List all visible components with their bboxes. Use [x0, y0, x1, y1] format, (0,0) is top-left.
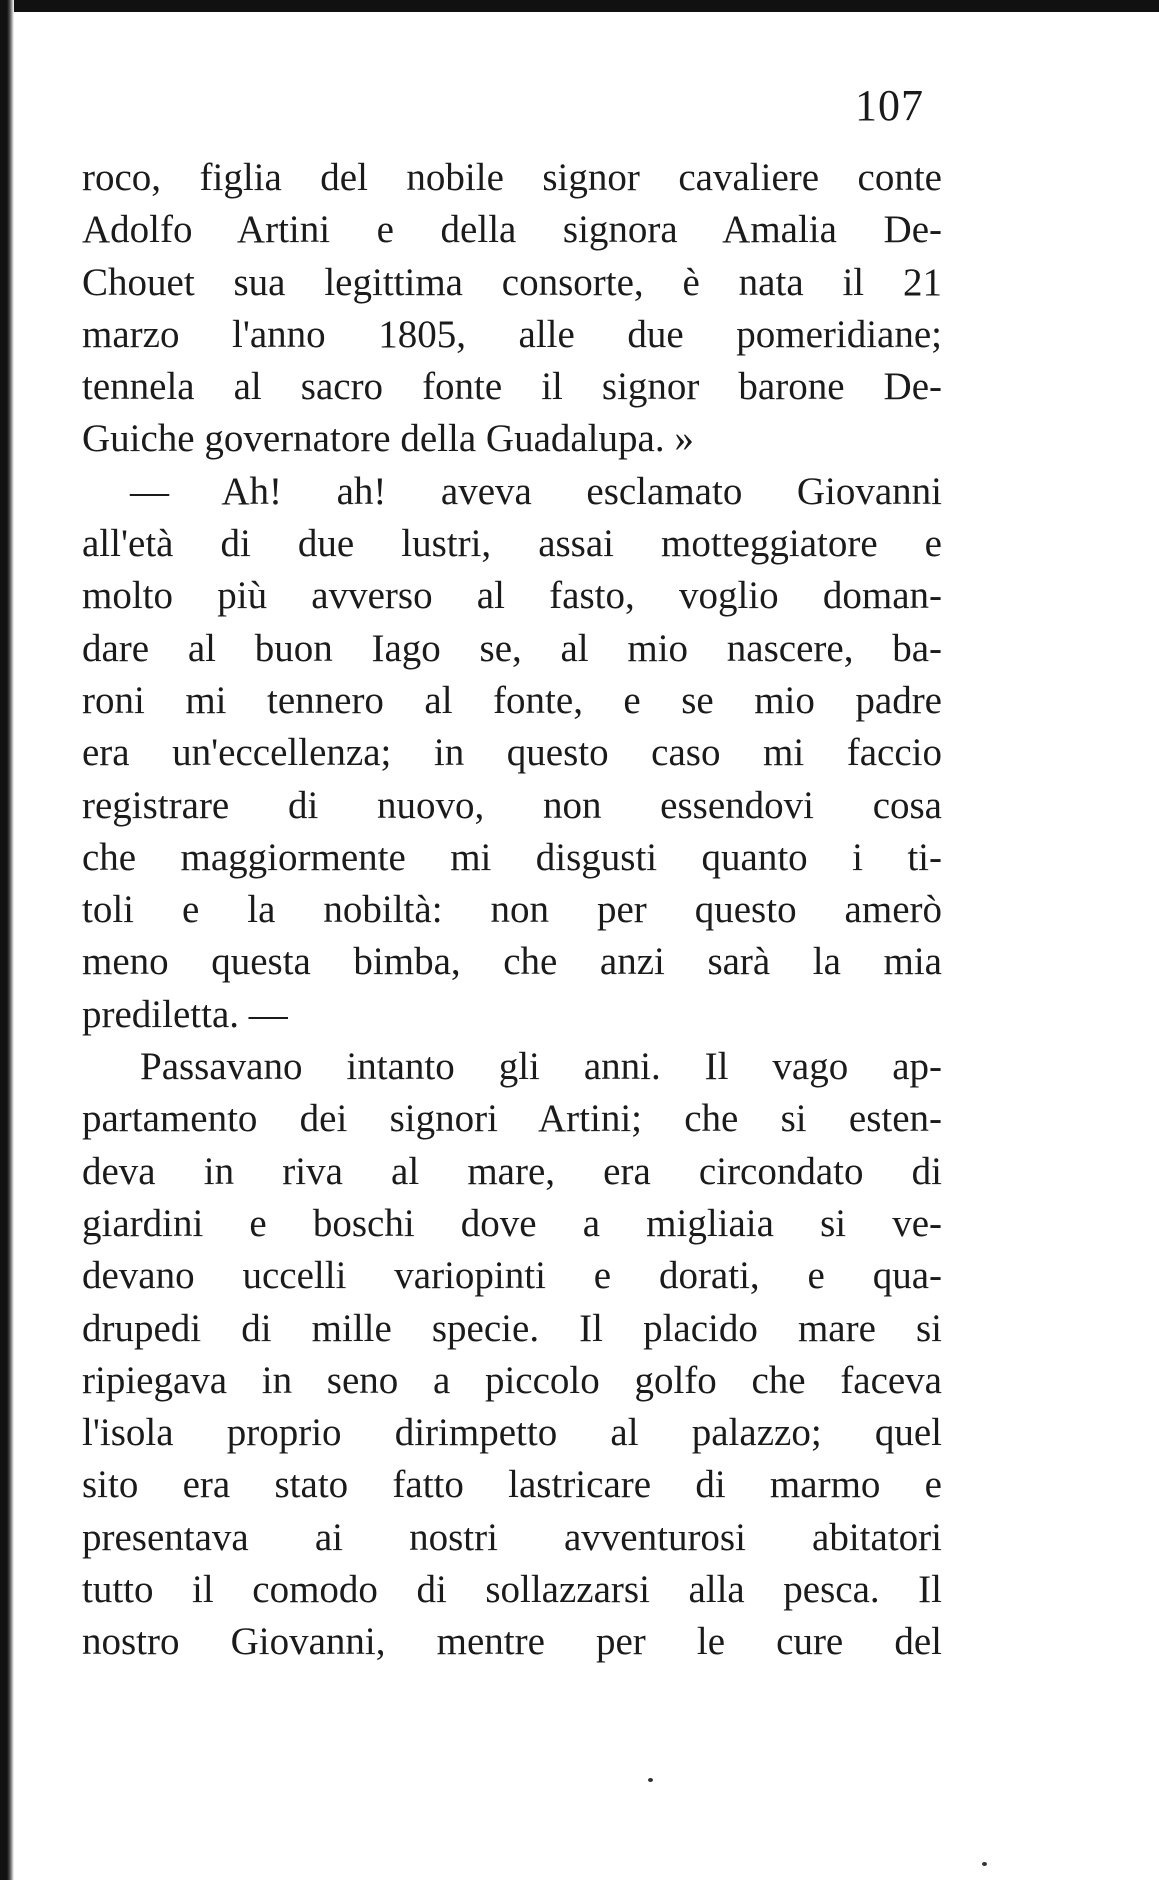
text-line: meno questa bimba, che anzi sarà la mia — [82, 940, 942, 984]
text-line: drupedi di mille specie. Il placido mare si — [82, 1306, 942, 1350]
ink-speck — [648, 1778, 653, 1782]
left-binding-edge — [0, 0, 14, 1880]
text-line: l'isola proprio dirimpetto al palazzo; quel — [82, 1411, 942, 1455]
text-line: prediletta. — — [82, 992, 288, 1036]
page-number: 107 — [855, 81, 924, 130]
text-line: all'età di due lustri, assai motteggiatore e — [82, 522, 942, 566]
text-line: deva in riva al mare, era circondato di — [82, 1149, 942, 1193]
text-line: era un'eccellenza; in questo caso mi faccio — [82, 731, 942, 775]
text-line: roco, figlia del nobile signor cavaliere conte — [82, 156, 942, 199]
text-line: che maggiormente mi disgusti quanto i ti- — [82, 835, 942, 879]
text-line: partamento dei signori Artini; che si esten- — [82, 1097, 942, 1141]
text-line: presentava ai nostri avventurosi abitatori — [82, 1515, 942, 1559]
text-line: giardini e boschi dove a migliaia si ve- — [82, 1201, 942, 1245]
text-line: roni mi tennero al fonte, e se mio padre — [82, 678, 942, 722]
text-line: nostro Giovanni, mentre per le cure del — [82, 1620, 942, 1664]
text-line: sito era stato fatto lastricare di marmo e — [82, 1463, 942, 1507]
body-text — [82, 152, 942, 1669]
text-line: tutto il comodo di sollazzarsi alla pesca. Il — [82, 1568, 942, 1612]
text-line: Adolfo Artini e della signora Amalia De- — [82, 208, 942, 252]
text-line: marzo l'anno 1805, alle due pomeridiane; — [82, 312, 942, 356]
text-line: ripiegava in seno a piccolo golfo che faceva — [82, 1358, 942, 1402]
text-line: tennela al sacro fonte il signor barone De- — [82, 365, 942, 409]
text-line: dare al buon Iago se, al mio nascere, ba- — [82, 626, 942, 670]
text-line: — Ah! ah! aveva esclamato Giovanni — [130, 469, 942, 513]
ink-speck — [982, 1862, 987, 1866]
text-line: Chouet sua legittima consorte, è nata il 21 — [82, 260, 942, 304]
top-border — [0, 0, 1159, 12]
text-line: Guiche governatore della Guadalupa. » — [82, 417, 694, 461]
text-line: registrare di nuovo, non essendovi cosa — [82, 783, 942, 827]
text-line: Passavano intanto gli anni. Il vago ap- — [140, 1045, 942, 1089]
text-line: molto più avverso al fasto, voglio doman- — [82, 574, 942, 618]
text-line: toli e la nobiltà: non per questo amerò — [82, 888, 942, 932]
text-line: devano uccelli variopinti e dorati, e qua- — [82, 1254, 942, 1298]
